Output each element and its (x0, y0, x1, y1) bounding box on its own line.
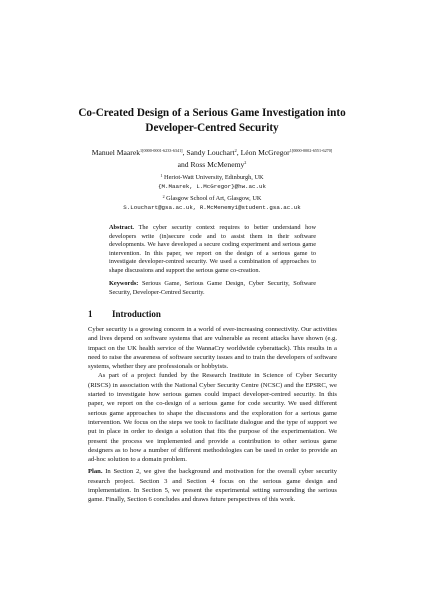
author-line-1 (60, 146, 364, 158)
plan-label: Plan. (88, 468, 103, 476)
section-number: 1 (88, 309, 93, 319)
author-affiliation-mark: 2 (244, 160, 247, 165)
author-list (60, 146, 364, 170)
keywords-text: Serious Game, Serious Game Design, Cyber Security, Software Security, Developer-Centred Security. (109, 280, 316, 296)
author-name: Manuel Maarek (91, 148, 140, 157)
author-name: Léon McGregor (240, 148, 290, 157)
affiliation-name: Glasgow School of Art, Glasgow, UK (166, 194, 262, 202)
affiliation-mark: 1 (160, 173, 163, 178)
abstract (109, 224, 316, 276)
title-line-2: Developer-Centred Security (145, 122, 279, 134)
author-name: and Ross McMenemy (177, 160, 245, 169)
affiliation-mark: 2 (162, 193, 165, 199)
author-separator: , (236, 148, 241, 157)
affiliations (60, 171, 364, 213)
affiliation-name: Heriot-Watt University, Edinburgh, UK (164, 174, 264, 181)
abstract-text: The cyber security context requires to better understand how developers write (in)secure code and to assist them in their software developments. We have developed a secure coding experiment and serious game intervention. In this paper, we report on the design of a serious game to investigate developer-centred security. We used a combination of approaches to shape discussions and support the serious game co-creation. (109, 224, 316, 274)
abstract-label: Abstract. (109, 224, 135, 231)
author-affiliation-mark: 1[0000-0002-6551-6270] (289, 148, 333, 153)
keywords-label: Keywords: (109, 280, 139, 287)
affiliation-1 (60, 171, 364, 182)
author-separator: , (182, 148, 187, 157)
section-body (88, 325, 337, 505)
affiliation-2 (60, 192, 364, 203)
paragraph: As part of a project funded by the Research Institute in Science of Cyber Security (RISCS) in association with the National Cyber Security Centre (NCSC) and the EPSRC, we started to investigate how serious games could impact developer-centred security. In this paper, we report on the co-design of a serious game for code security. We used different serious game approaches to shape the discussions and the exploration for a serious game intervention. We focus on the steps we took to facilitate dialogue and the type of support we put in place in order to design a solution that fits the purpose of the experimentation. We present the process we implemented and provide a contribution to other serious game designers as to how a number of different methodologies can be used in order to provide an ad-hoc solution to a domain problem. (88, 372, 337, 464)
author-affiliation-mark: 1[0000-0001-6233-6341] (140, 148, 183, 153)
author-name: Sandy Louchart (186, 148, 235, 157)
section-heading (88, 308, 338, 320)
affiliation-1-emails: {M.Maarek, L.McGregor}@hw.ac.uk (158, 183, 266, 191)
author-affiliation-mark: 2 (234, 148, 237, 153)
plan-text: In Section 2, we give the background and motivation for the overall cyber security research project. Section 3 and Section 4 focus on the serious game design and implementation. In Section 5, we present the experimental setting surrounding the serious game. Finally, Section 6 concludes and draws future perspectives of this work. (88, 468, 337, 504)
section-title: Introduction (112, 309, 161, 319)
author-line-2 (60, 158, 364, 170)
title-line-1: Co-Created Design of a Serious Game Investigation into (78, 107, 346, 119)
paper-title (60, 106, 364, 136)
paragraph: Cyber security is a growing concern in a world of ever-increasing connectivity. Our activities and lives depend on software systems that are vulnerable as recent attacks have shown (e.g. impact on the UK health service of the WannaCry worldwide cyberattack). This results in a need to raise the awareness of software security issues and to train the developers of software systems, whether they are professionals or hobbyists. (88, 326, 337, 371)
affiliation-2-emails: S.Louchart@gsa.ac.uk, R.McMenemy1@student.gsa.ac.uk (123, 204, 301, 212)
plan-paragraph (88, 467, 337, 504)
keywords (109, 280, 316, 297)
